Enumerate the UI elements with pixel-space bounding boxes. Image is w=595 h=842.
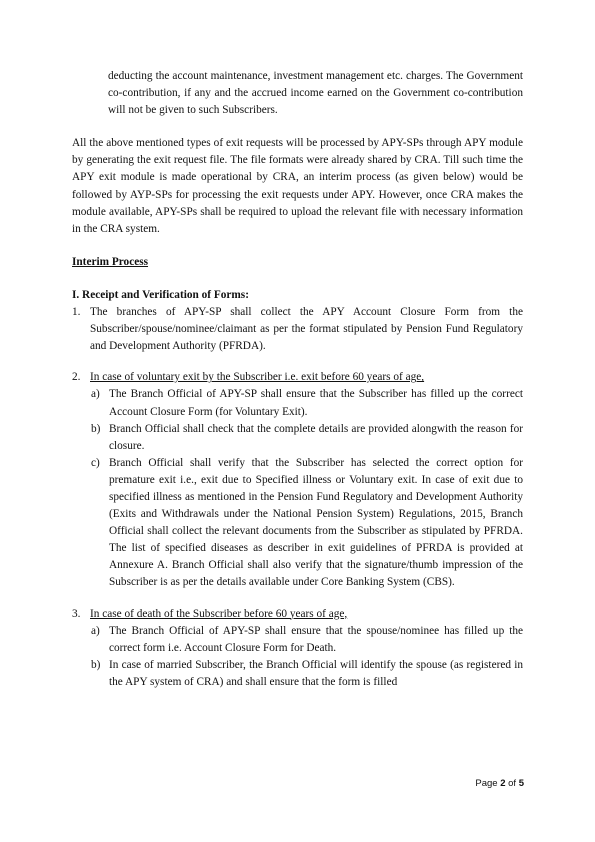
sub-list-item: [91, 386, 523, 420]
item-title: In case of death of the Subscriber before 60 years of age,: [90, 607, 348, 620]
sub-list-item: [91, 657, 523, 691]
list-item: [72, 304, 523, 355]
item-title: In case of voluntary exit by the Subscriber i.e. exit before 60 years of age,: [90, 371, 425, 384]
sub-list: [90, 386, 523, 591]
item-number: 2.: [72, 371, 81, 384]
list-item: [72, 369, 523, 591]
item-number: 3.: [72, 607, 81, 620]
interim-process-heading: Interim Process: [72, 255, 149, 268]
sub-item-text: In case of married Subscriber, the Branch Official will identify the spouse (as registered in the APY system of CRA) and shall ensure that the form is filled: [109, 658, 523, 688]
page-content: [72, 68, 523, 691]
sub-item-text: The Branch Official of APY-SP shall ensure that the Subscriber has filled up the correct Account Closure Form (for Voluntary Exit).: [109, 388, 523, 418]
sub-item-letter: a): [91, 388, 100, 401]
sub-list-item: [91, 623, 523, 657]
sub-item-text: Branch Official shall check that the complete details are provided alongwith the reason for closure.: [109, 422, 523, 452]
current-page-number: 2: [500, 778, 506, 789]
item-text: The branches of APY-SP shall collect the APY Account Closure Form from the Subscriber/spouse/nominee/claimant as per the format stipulated by Pension Fund Regulatory and Development Authority (PFRDA).: [90, 306, 523, 353]
exit-requests-paragraph: All the above mentioned types of exit requests will be processed by APY-SPs through APY module by generating the exit request file. The file formats were already shared by CRA. Till such time the APY exit module is made operational by CRA, an interim process (as given below) would be followed by AYP-SPs for processing the exit requests under APY. However, once CRA makes the module available, APY-SPs shall be required to upload the relevant file with necessary information in the CRA system.: [72, 137, 523, 235]
footer-prefix: Page: [475, 778, 501, 789]
sub-item-letter: c): [91, 456, 100, 469]
sub-list-item: [91, 421, 523, 455]
sub-item-text: Branch Official shall verify that the Subscriber has selected the correct option for premature exit i.e., exit due to Specified illness or Voluntary exit. In case of exit due to specified illness as mentioned in the Pension Fund Regulatory and Development Authority (Exits and Withdrawals under the National Pension System) Regulations, 2015, Branch Official shall collect the relevant documents from the Subscriber as stipulated by PFRDA. The list of specified diseases as describer in exit guidelines of PFRDA is provided at Annexure A. Branch Official shall also verify that the signature/thumb impression of the Subscriber is as per the details available under Core Banking System (CBS).: [109, 456, 523, 589]
footer-middle: of: [505, 778, 519, 789]
procedure-list: [72, 304, 523, 691]
sub-item-letter: b): [91, 422, 101, 435]
sub-list: [90, 623, 523, 691]
sub-item-letter: b): [91, 658, 101, 671]
total-page-count: 5: [518, 778, 524, 789]
intro-paragraph: deducting the account maintenance, investment management etc. charges. The Government co-contribution, if any and the accrued income earned on the Government co-contribution will not be given to such Subscribers.: [108, 70, 523, 117]
sub-list-item: [91, 455, 523, 592]
sub-item-text: The Branch Official of APY-SP shall ensure that the spouse/nominee has filled up the correct form i.e. Account Closure Form for Death.: [109, 624, 523, 654]
item-number: 1.: [72, 306, 81, 319]
page-number-footer: [475, 778, 524, 789]
sub-item-letter: a): [91, 624, 100, 637]
section-heading: I. Receipt and Verification of Forms:: [72, 288, 249, 301]
list-item: [72, 606, 523, 691]
